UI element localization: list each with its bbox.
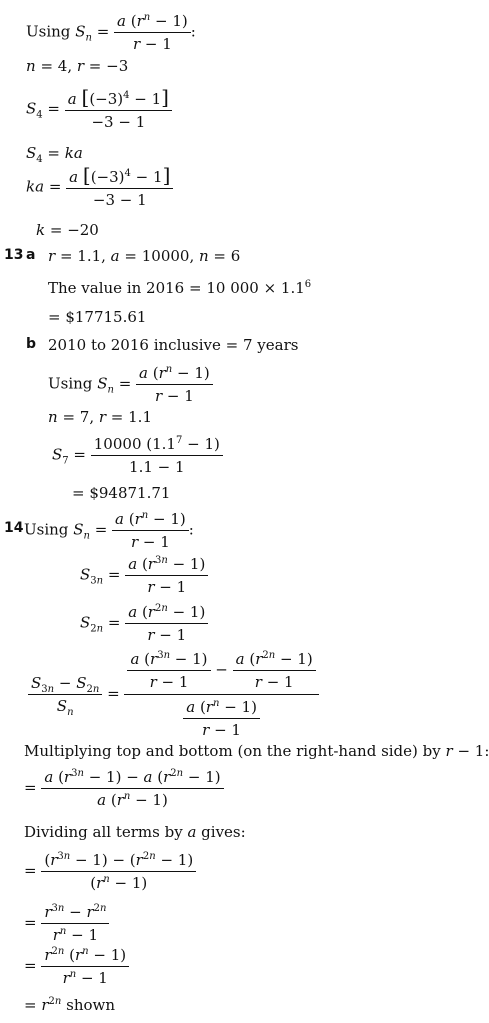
ka-fraction: $\frac{a [(-3)^4 - 1]}{-3 - 1}$ xyxy=(66,166,173,209)
q14-final-result: = $r^{2n}$ shown xyxy=(24,996,116,1014)
q13-part-b: b xyxy=(26,336,37,352)
s3n-fraction: $\frac{a (r^{3n} - 1)}{r - 1}$ xyxy=(125,555,208,596)
q13a-value-2016: The value in 2016 = 10 $000 \times 1.1^6$ xyxy=(48,279,312,297)
q14-ratio-expression: $\frac{S_{3n} - S_{2n}}{S_n}$ = $\frac{a (r^{3n} - 1)}{r - 1}$ − $\frac{a (r^{2n} - 1)}{r - 1}$ $\frac{a (r^n - 1)}{r - 1}$ xyxy=(28,650,319,739)
q14-s2n-expression: $S_{2n}$ = $\frac{a (r^{2n} - 1)}{r - 1}$ xyxy=(80,603,208,644)
multiplied-fraction: $\frac{a (r^{3n} - 1) - a (r^{2n} - 1)}{a (r^n - 1)}$ xyxy=(41,768,223,809)
q13-number: 13 xyxy=(4,247,24,263)
sn-formula-fraction: $\frac{a (r^n - 1)}{r - 1}$ xyxy=(112,510,189,551)
q14-simplified-expression: = $\frac{r^{3n} - r^{2n}}{r^n - 1}$ xyxy=(24,903,109,944)
q14-s3n-expression: $S_{3n}$ = $\frac{a (r^{3n} - 1)}{r - 1}$ xyxy=(80,555,208,596)
simplified-fraction: $\frac{r^{3n} - r^{2n}}{r^n - 1}$ xyxy=(41,903,109,944)
sn-formula-fraction: $\frac{a (r^n - 1)}{r - 1}$ xyxy=(114,12,191,53)
s2n-fraction: $\frac{a (r^{2n} - 1)}{r - 1}$ xyxy=(125,603,208,644)
using-text: Using xyxy=(48,374,93,393)
using-text: Using xyxy=(26,22,71,41)
q14-divided-expression: = $\frac{(r^{3n} - 1) - (r^{2n} - 1)}{(r^n - 1)}$ xyxy=(24,851,196,892)
compound-fraction: $\frac{a (r^{3n} - 1)}{r - 1}$ − $\frac{a (r^{2n} - 1)}{r - 1}$ $\frac{a (r^n - 1)}{r - 1}$ xyxy=(124,650,318,739)
q13b-params: n = 7, r = 1.1 xyxy=(48,408,152,426)
sn-formula-fraction: $\frac{a (r^n - 1)}{r - 1}$ xyxy=(136,364,213,405)
q12-s4-ka: $S_4$ = ka xyxy=(26,144,83,165)
q14-number: 14 xyxy=(4,520,24,536)
q14-dividing-text: Dividing all terms by a gives: xyxy=(24,823,246,841)
shown-text: shown xyxy=(66,996,116,1014)
q13b-using-formula: Using $S_n$ = $\frac{a (r^n - 1)}{r - 1}$ xyxy=(48,364,213,405)
q12-s4-expression: $S_4$ = $\frac{a [(-3)^4 - 1]}{-3 - 1}$ xyxy=(26,88,172,131)
q12-given: n = 4, r = −3 xyxy=(26,57,129,75)
divided-fraction: $\frac{(r^{3n} - 1) - (r^{2n} - 1)}{(r^n - 1)}$ xyxy=(41,851,196,892)
q13-part-a: a xyxy=(26,247,36,263)
q12-ka-expression: ka = $\frac{a [(-3)^4 - 1]}{-3 - 1}$ xyxy=(26,166,173,209)
factored-fraction: $\frac{r^{2n} (r^n - 1)}{r^n - 1}$ xyxy=(41,946,129,987)
s7-fraction: $\frac{10000 (1.1^7 - 1)}{1.1 - 1}$ xyxy=(91,435,223,476)
q14-multiplying-text: Multiplying top and bottom (on the right-hand side) by r − 1: xyxy=(24,742,489,760)
q13a-params: r = 1.1, a = 10000, n = 6 xyxy=(48,247,241,265)
q12-k-result: k = −20 xyxy=(36,221,99,239)
q13b-years: 2010 to 2016 inclusive = 7 years xyxy=(48,336,299,354)
q13b-result: = $94871.71 xyxy=(72,484,171,502)
using-text: Using xyxy=(24,520,69,539)
q14-using-formula: Using $S_n$ = $\frac{a (r^n - 1)}{r - 1}$ : xyxy=(24,510,194,551)
q12-using-formula: Using $S_n$ = $\frac{a (r^n - 1)}{r - 1}$ : xyxy=(26,12,196,53)
q14-multiplied-expression: = $\frac{a (r^{3n} - 1) - a (r^{2n} - 1)}{a (r^n - 1)}$ xyxy=(24,768,224,809)
q13b-s7-expression: $S_7$ = $\frac{10000 (1.1^7 - 1)}{1.1 - 1}$ xyxy=(52,435,223,476)
q14-factored-expression: = $\frac{r^{2n} (r^n - 1)}{r^n - 1}$ xyxy=(24,946,129,987)
q13a-result: = $17715.61 xyxy=(48,308,147,326)
s4-fraction: $\frac{a [(-3)^4 - 1]}{-3 - 1}$ xyxy=(65,88,172,131)
ratio-lhs: $\frac{S_{3n} - S_{2n}}{S_n}$ xyxy=(28,674,102,715)
